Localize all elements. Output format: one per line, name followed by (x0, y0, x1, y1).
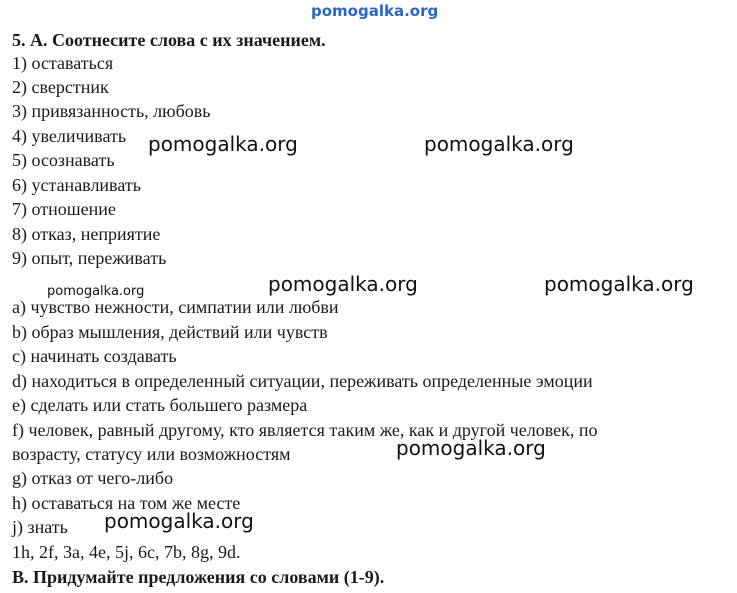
meaning-item-a: a) чувство нежности, симпатии или любви (12, 297, 339, 317)
watermark: pomogalka.org (148, 132, 298, 156)
meaning-item-j: j) знать (12, 517, 68, 537)
meaning-item-b: b) образ мышления, действий или чувств (12, 322, 328, 342)
watermark-top: pomogalka.org (311, 2, 439, 20)
task-b-heading: B. Придумайте предложения со словами (1-9). (12, 567, 385, 587)
watermark: pomogalka.org (268, 272, 418, 296)
meaning-item-d: d) находиться в определенный ситуации, переживать определенные эмоции (12, 371, 593, 391)
watermark: pomogalka.org (104, 509, 254, 533)
watermark: pomogalka.org (47, 284, 145, 299)
word-item-1: 1) оставаться (12, 53, 114, 73)
meaning-item-h: h) оставаться на том же месте (12, 493, 241, 513)
word-item-3: 3) привязанность, любовь (12, 101, 211, 121)
answer-line: 1h, 2f, 3a, 4e, 5j, 6c, 7b, 8g, 9d. (12, 542, 241, 562)
meaning-item-c: c) начинать создавать (12, 346, 177, 366)
meaning-item-f-continued: возрасту, статусу или возможностям (12, 444, 291, 464)
word-item-9: 9) опыт, переживать (12, 248, 167, 268)
task-a-heading: 5. А. Соотнесите слова с их значением. (12, 30, 326, 50)
word-item-5: 5) осознавать (12, 150, 115, 170)
watermark: pomogalka.org (544, 272, 694, 296)
watermark: pomogalka.org (424, 132, 574, 156)
word-item-6: 6) устанавливать (12, 175, 141, 195)
word-item-2: 2) сверстник (12, 77, 109, 97)
meaning-item-g: g) отказ от чего-либо (12, 468, 174, 488)
word-item-7: 7) отношение (12, 199, 116, 219)
word-item-4: 4) увеличивать (12, 126, 127, 146)
watermark: pomogalka.org (396, 436, 546, 460)
meaning-item-f: f) человек, равный другому, кто является таким же, как и другой человек, по (12, 420, 598, 440)
meaning-item-e: e) сделать или стать большего размера (12, 395, 308, 415)
word-item-8: 8) отказ, неприятие (12, 224, 161, 244)
